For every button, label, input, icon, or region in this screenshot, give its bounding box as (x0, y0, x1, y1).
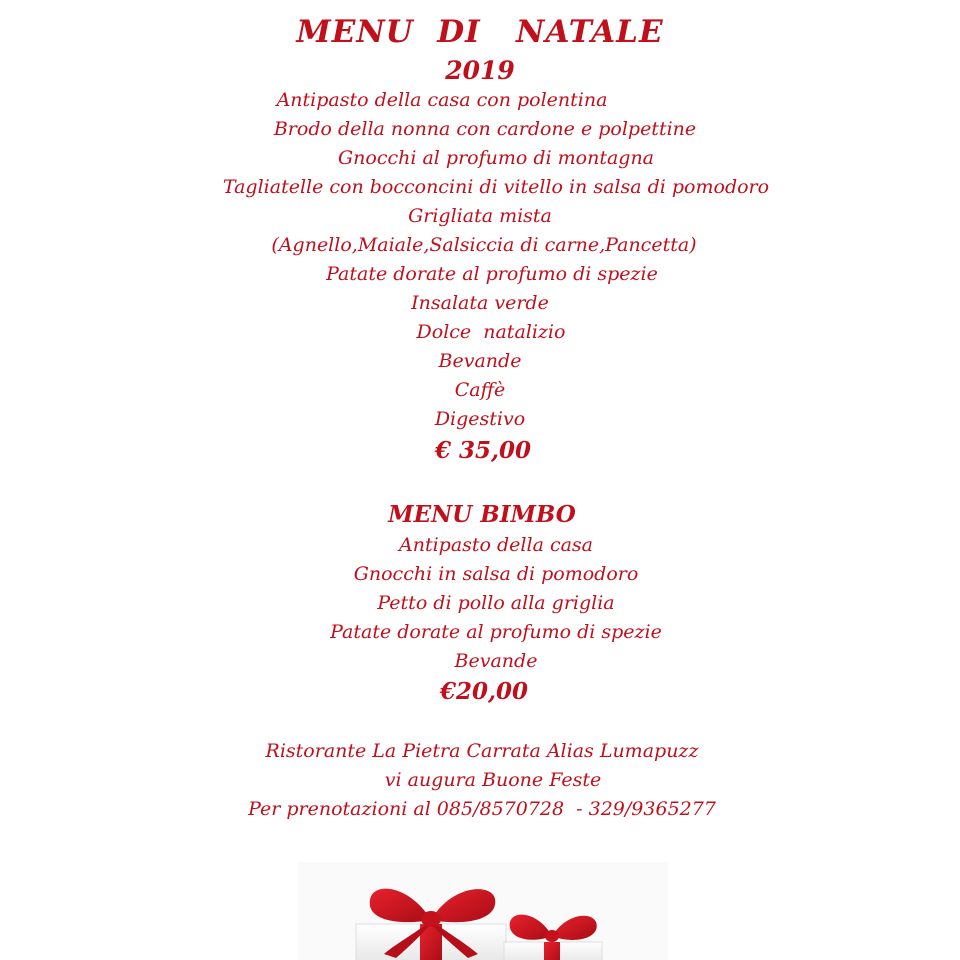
menu-year: 2019 (445, 56, 515, 85)
menu-item: Caffè (454, 379, 506, 401)
menu-item: Patate dorate al profumo di spezie (326, 263, 658, 285)
menu-item: Gnocchi al profumo di montagna (337, 147, 655, 169)
kids-menu-price: €20,00 (439, 678, 529, 705)
kids-menu-title: MENU BIMBO (388, 501, 576, 528)
booking-phone: Per prenotazioni al 085/8570728 - 329/9365277 (248, 798, 716, 820)
restaurant-name: Ristorante La Pietra Carrata Alias Lumapuzz (265, 740, 699, 762)
menu-item: Brodo della nonna con cardone e polpettine (273, 118, 697, 140)
menu-item: Bevande (438, 350, 522, 372)
menu-item: Grigliata mista (408, 205, 552, 227)
menu-item: (Agnello,Maiale,Salsiccia di carne,Pancetta) (271, 234, 697, 256)
gift-boxes-icon (298, 862, 668, 960)
christmas-menu-title: MENU DI NATALE (296, 14, 664, 50)
menu-item: Gnocchi in salsa di pomodoro (353, 563, 639, 585)
menu-item: Insalata verde (411, 292, 549, 314)
christmas-menu-price: € 35,00 (434, 437, 532, 464)
menu-item: Tagliatelle con bocconcini di vitello in salsa di pomodoro (222, 176, 770, 198)
season-greeting: vi augura Buone Feste (384, 769, 602, 791)
menu-item: Antipasto della casa (399, 534, 593, 556)
menu-item: Bevande (454, 650, 538, 672)
menu-item: Antipasto della casa con polentina (276, 89, 608, 111)
menu-item: Digestivo (434, 408, 526, 430)
menu-item: Petto di pollo alla griglia (377, 592, 615, 614)
menu-item: Dolce natalizio (416, 321, 566, 343)
menu-item: Patate dorate al profumo di spezie (330, 621, 662, 643)
